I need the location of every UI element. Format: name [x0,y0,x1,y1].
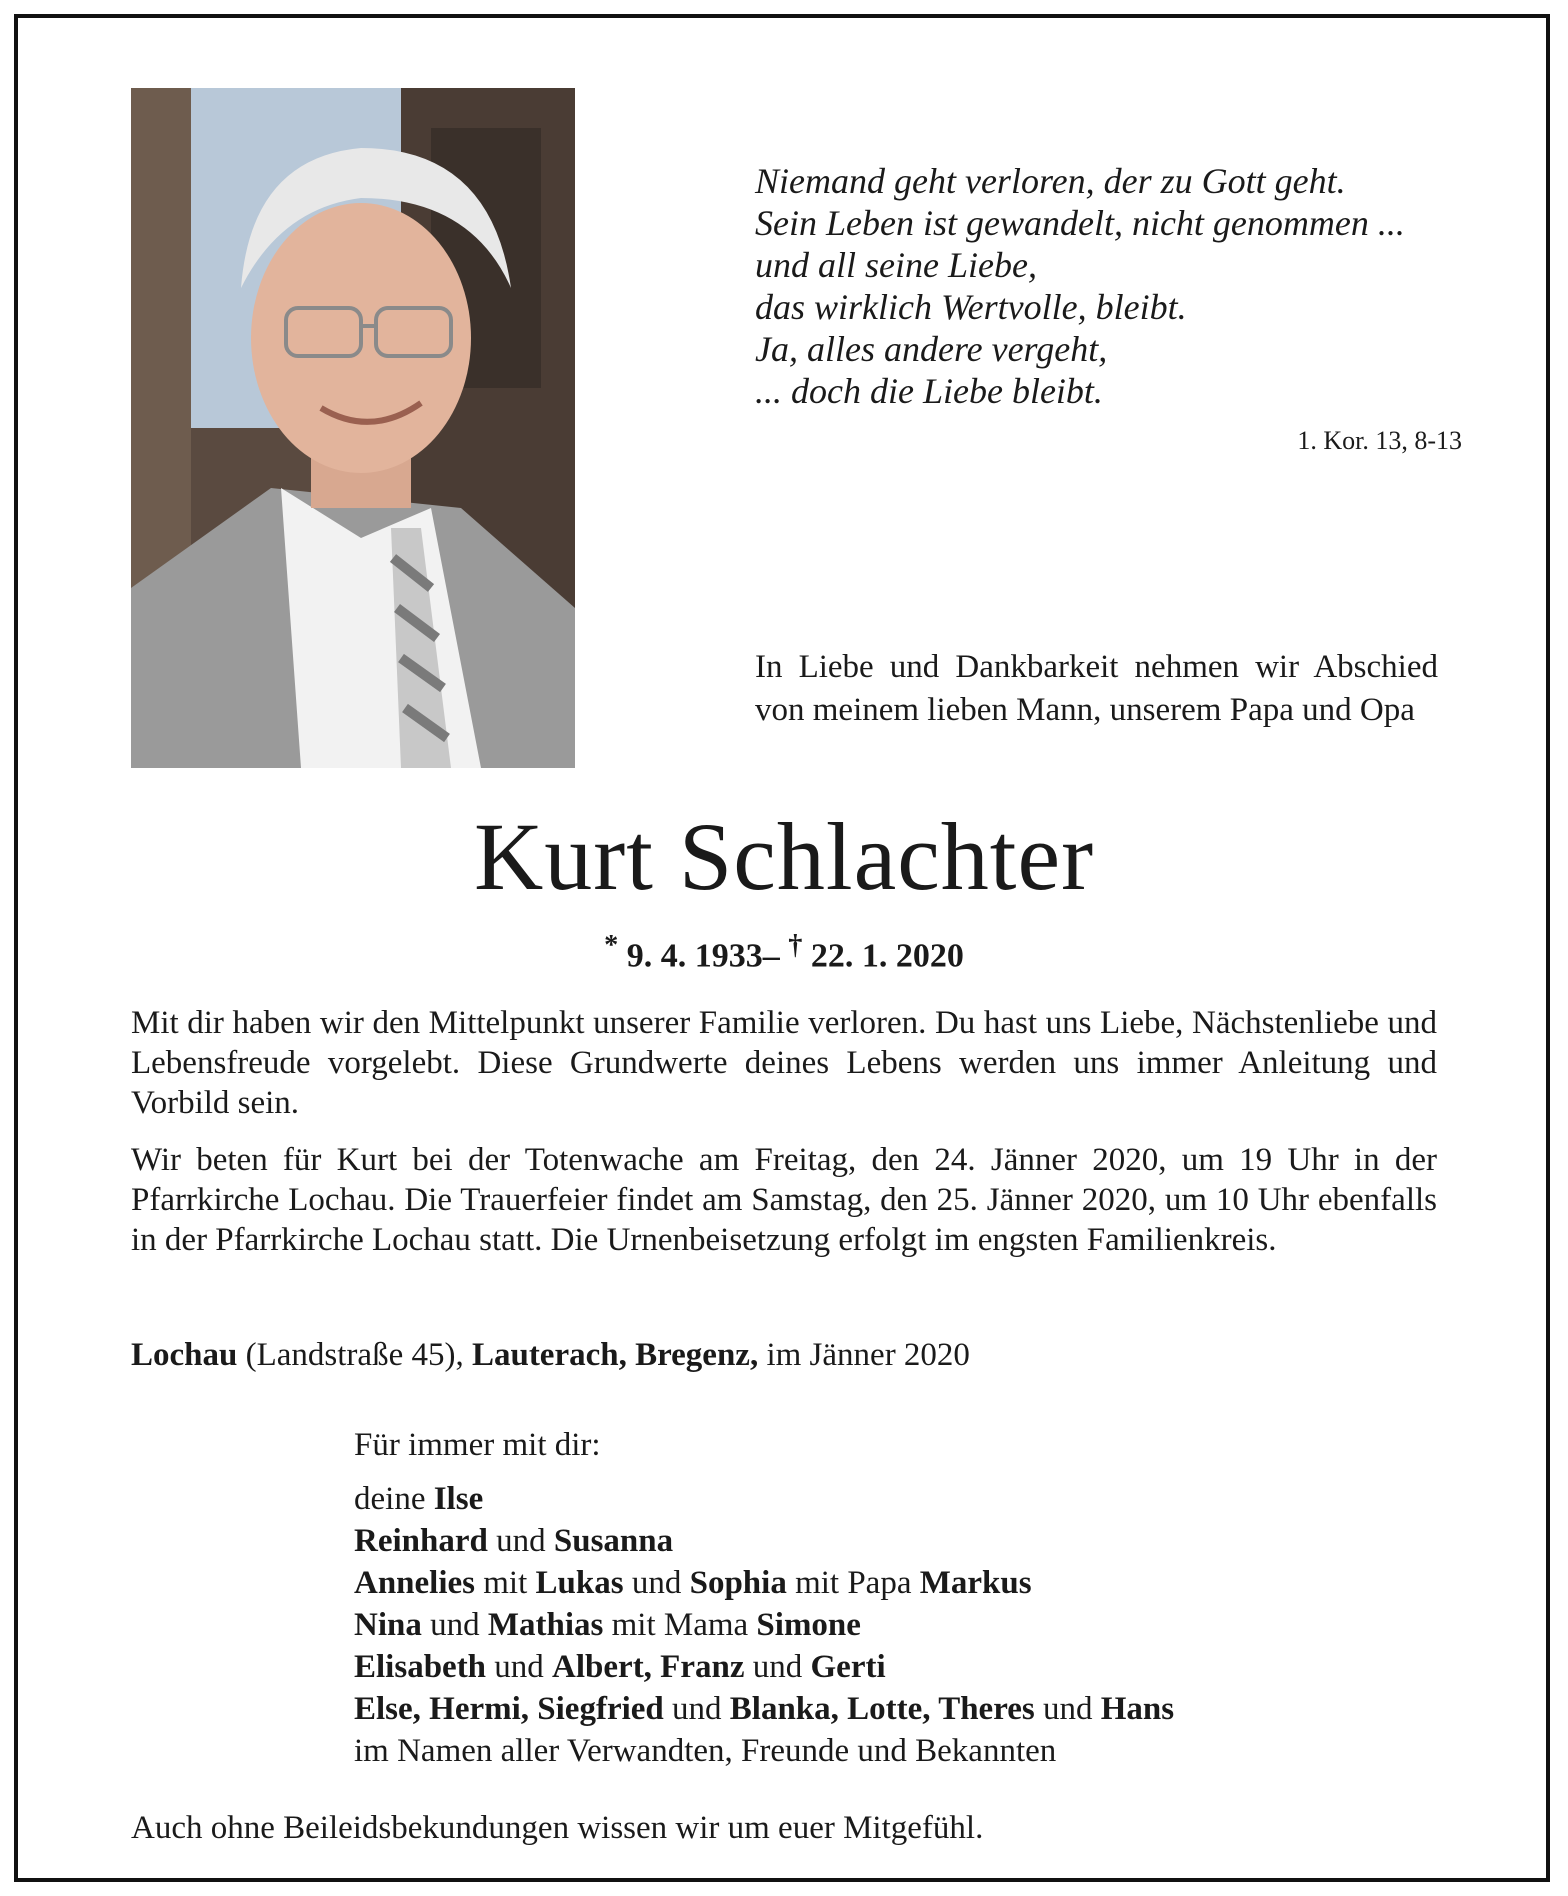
family-name: Gerti [810,1649,886,1685]
family-name: Nina [354,1607,422,1643]
family-name: Susanna [553,1523,674,1559]
deceased-name: Kurt Schlachter [473,803,1095,910]
family-intro: Für immer mit dir: [354,1427,601,1463]
birth-date: 9. 4. 1933 [626,937,763,975]
death-symbol: † [788,930,803,961]
family-connector: mit Papa [786,1565,920,1601]
family-name: Albert, Franz [552,1649,745,1685]
quote-line: ... doch die Liebe bleibt. [755,371,1103,411]
farewell-intro: In Liebe und Dankbarkeit nehmen wir Abschied von meinem lieben Mann, unserem Papa und Opa [755,649,1438,728]
date-dash: – [762,937,780,975]
death-date: 22. 1. 2020 [810,937,964,975]
family-connector: und [623,1565,690,1601]
quote-line: das wirklich Wertvolle, bleibt. [755,287,1187,327]
quote-line: und all seine Liebe, [755,245,1037,285]
family-connector: und [486,1649,553,1685]
life-dates [0,930,1568,975]
family-name: Hans [1100,1691,1175,1727]
family-name: Elisabeth [354,1649,487,1685]
quote-line: Niemand geht verloren, der zu Gott geht. [755,161,1346,201]
family-member-line [354,1730,1174,1772]
family-name: Lukas [535,1565,624,1601]
family-connector: und [663,1691,730,1727]
family-name: Ilse [433,1481,484,1517]
family-member-line [354,1520,1174,1562]
family-member-line [354,1688,1174,1730]
quote-line: Sein Leben ist gewandelt, nicht genommen ... [755,203,1405,243]
family-connector: und [421,1607,488,1643]
family-name: Blanka, Lotte, Theres [729,1691,1035,1727]
family-connector: mit [475,1565,536,1601]
closing-line: Auch ohne Beileidsbekundungen wissen wir um euer Mitgefühl. [131,1810,984,1846]
bible-quote [755,160,1475,412]
family-list [354,1424,1174,1772]
family-connector: und [487,1523,554,1559]
family-name: Mathias [487,1607,604,1643]
family-member-line [354,1562,1174,1604]
family-connector: und [1034,1691,1101,1727]
family-name: Sophia [689,1565,787,1601]
place-town: Lochau [131,1337,238,1373]
family-connector: deine [354,1481,434,1517]
family-connector: und [744,1649,811,1685]
place-and-date [131,1337,970,1374]
family-connector: im Namen aller Verwandten, Freunde und Bekannten [354,1733,1057,1769]
family-lines [354,1478,1174,1772]
family-member-line [354,1646,1174,1688]
family-member-line [354,1478,1174,1520]
quote-line: Ja, alles andere vergeht, [755,329,1108,369]
place-address: (Landstraße 45), [245,1337,464,1373]
quote-reference: 1. Kor. 13, 8-13 [1297,426,1462,455]
family-name: Else, Hermi, Siegfried [354,1691,664,1727]
place-others: Lauterach, Bregenz, [471,1337,759,1373]
service-details-paragraph: Wir beten für Kurt bei der Totenwache am Freitag, den 24. Jänner 2020, um 19 Uhr in der Pfarrkirche Lochau. Die Trauerfeier findet am Samstag, den 25. Jänner 2020, um 10 Uhr ebenfalls in der Pfarrkirche Lochau statt. Die Urnenbeisetzung erfolgt im engsten Familienkreis. [131,1142,1437,1258]
family-name: Reinhard [354,1523,488,1559]
family-name: Markus [919,1565,1032,1601]
portrait-photo [131,88,575,768]
family-member-line [354,1604,1174,1646]
family-name: Annelies [354,1565,476,1601]
family-name: Simone [756,1607,861,1643]
family-connector: mit Mama [603,1607,757,1643]
tribute-paragraph: Mit dir haben wir den Mittelpunkt unserer Familie verloren. Du hast uns Liebe, Nächstenliebe und Lebensfreude vorgelebt. Diese Grundwerte deines Lebens werden uns immer Anleitung und Vorbild sein. [131,1005,1437,1121]
place-date: im Jänner 2020 [766,1337,970,1373]
birth-symbol: * [604,930,619,961]
